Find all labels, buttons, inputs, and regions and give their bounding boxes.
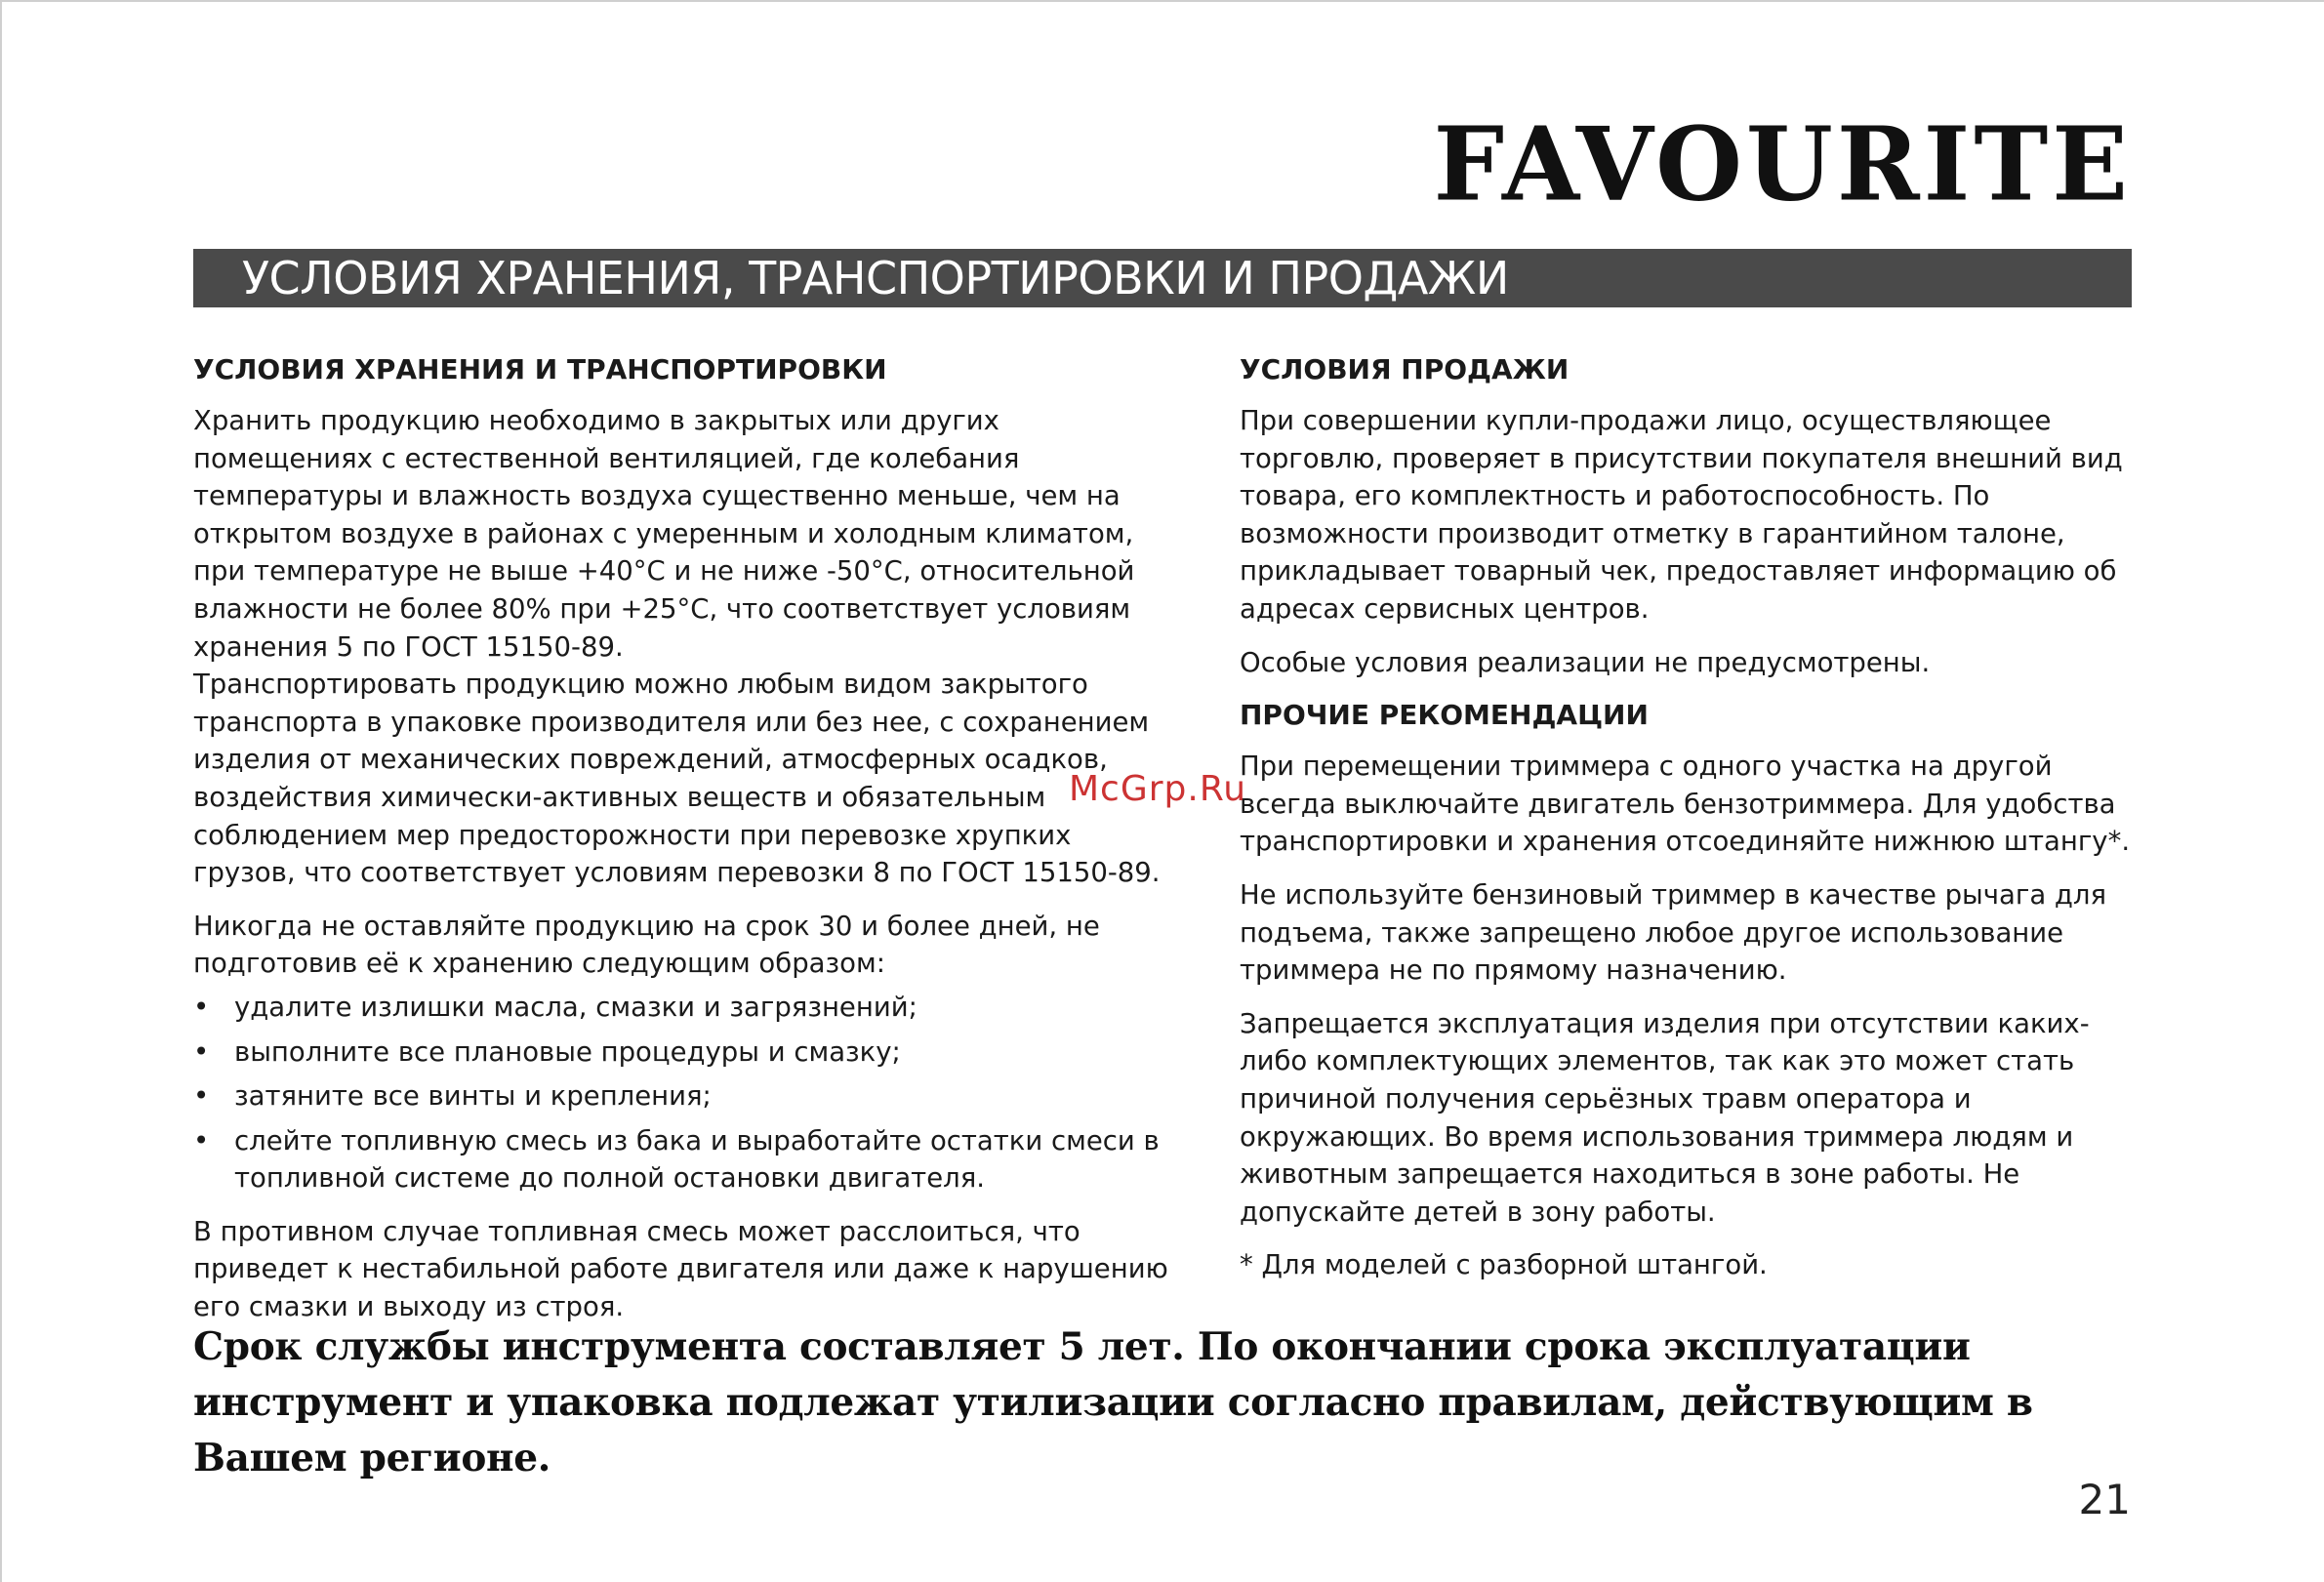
bullet-icon: • — [193, 1035, 210, 1068]
page-number: 21 — [2078, 1476, 2131, 1523]
storage-transport-heading: УСЛОВИЯ ХРАНЕНИЯ И ТРАНСПОРТИРОВКИ — [193, 353, 887, 385]
left-column — [193, 351, 1179, 1342]
moving-trimmer-paragraph: При перемещении триммера с одного участка на другой всегда выключайте двигатель бензотриммера. Для удобства транспортировки и хранения отсоединяйте нижнюю штангу*. — [1240, 750, 2131, 858]
storage-paragraph: Хранить продукцию необходимо в закрытых или других помещениях с естественной вентиляцией, где колебания температуры и влажность воздуха существенно меньше, чем на открытом воздухе в районах с умеренным и холодным климатом, при температуре не выше +40°С и не ниже -50°С, относительной влажности не более 80% при +25°С, что соответствует условиям хранения 5 по ГОСТ 15150-89. — [193, 405, 1135, 663]
service-life-note: Срок службы инструмента составляет 5 лет. По окончании срока эксплуатации инструмент и упаковка подлежат утилизации согласно правилам, действующим в Вашем регионе. — [193, 1324, 2033, 1481]
page-border-left — [0, 0, 2, 1582]
footnote: * Для моделей с разборной штангой. — [1240, 1249, 1768, 1281]
page-border-top — [0, 0, 2324, 2]
list-item: • удалите излишки масла, смазки и загрязнений; — [193, 989, 1179, 1027]
section-banner: УСЛОВИЯ ХРАНЕНИЯ, ТРАНСПОРТИРОВКИ И ПРОДАЖИ — [193, 249, 2132, 307]
other-recommendations-heading: ПРОЧИЕ РЕКОМЕНДАЦИИ — [1240, 699, 1649, 732]
bullet-icon: • — [193, 991, 210, 1023]
sale-paragraph: При совершении купли-продажи лицо, осуществляющее торговлю, проверяет в присутствии покупателя внешний вид товара, его комплектность и работоспособность. По возможности производит отметку в гарантийном талоне, прикладывает товарный чек, предоставляет информацию об адресах сервисных центров. — [1240, 405, 2123, 625]
right-column — [1240, 351, 2147, 1300]
watermark: McGrp.Ru — [1069, 769, 1247, 809]
bullet-icon: • — [193, 1080, 210, 1113]
prepare-storage-list — [193, 989, 1179, 1197]
list-item: • выполните все плановые процедуры и смазку; — [193, 1034, 1179, 1072]
missing-parts-paragraph: Запрещается эксплуатация изделия при отсутствии каких-либо комплектующих элементов, так как это может стать причиной получения серьёзных травм оператора и окружающих. Во время использования триммера людям и животным запрещается находиться в зоне работы. Не допускайте детей в зону работы. — [1240, 1007, 2090, 1228]
lever-usage-paragraph: Не используйте бензиновый триммер в качестве рычага для подъема, также запрещено любое другое использование триммера не по прямому назначению. — [1240, 878, 2107, 987]
warning-paragraph: В противном случае топливная смесь может расслоиться, что приведет к нестабильной работе двигателя или даже к нарушению его смазки и выходу из строя. — [193, 1215, 1168, 1323]
list-item: • затяните все винты и крепления; — [193, 1077, 1179, 1116]
brand-logo: FAVOURITE — [1433, 104, 2132, 225]
prepare-storage-paragraph: Никогда не оставляйте продукцию на срок 30 и более дней, не подготовив её к хранению следующим образом: — [193, 910, 1100, 980]
bullet-icon: • — [193, 1124, 210, 1156]
transport-paragraph: Транспортировать продукцию можно любым видом закрытого транспорта в упаковке производителя или без нее, с сохранением изделия от механических повреждений, атмосферных осадков, воздействия химически-активных веществ и обязательным соблюдением мер предосторожности при перевозке хрупких грузов, что соответствует условиям перевозки 8 по ГОСТ 15150-89. — [193, 669, 1161, 889]
sale-conditions-heading: УСЛОВИЯ ПРОДАЖИ — [1240, 353, 1570, 385]
list-item: • слейте топливную смесь из бака и выработайте остатки смеси в топливной системе до полной остановки двигателя. — [193, 1122, 1179, 1197]
special-conditions-paragraph: Особые условия реализации не предусмотрены. — [1240, 646, 1931, 678]
